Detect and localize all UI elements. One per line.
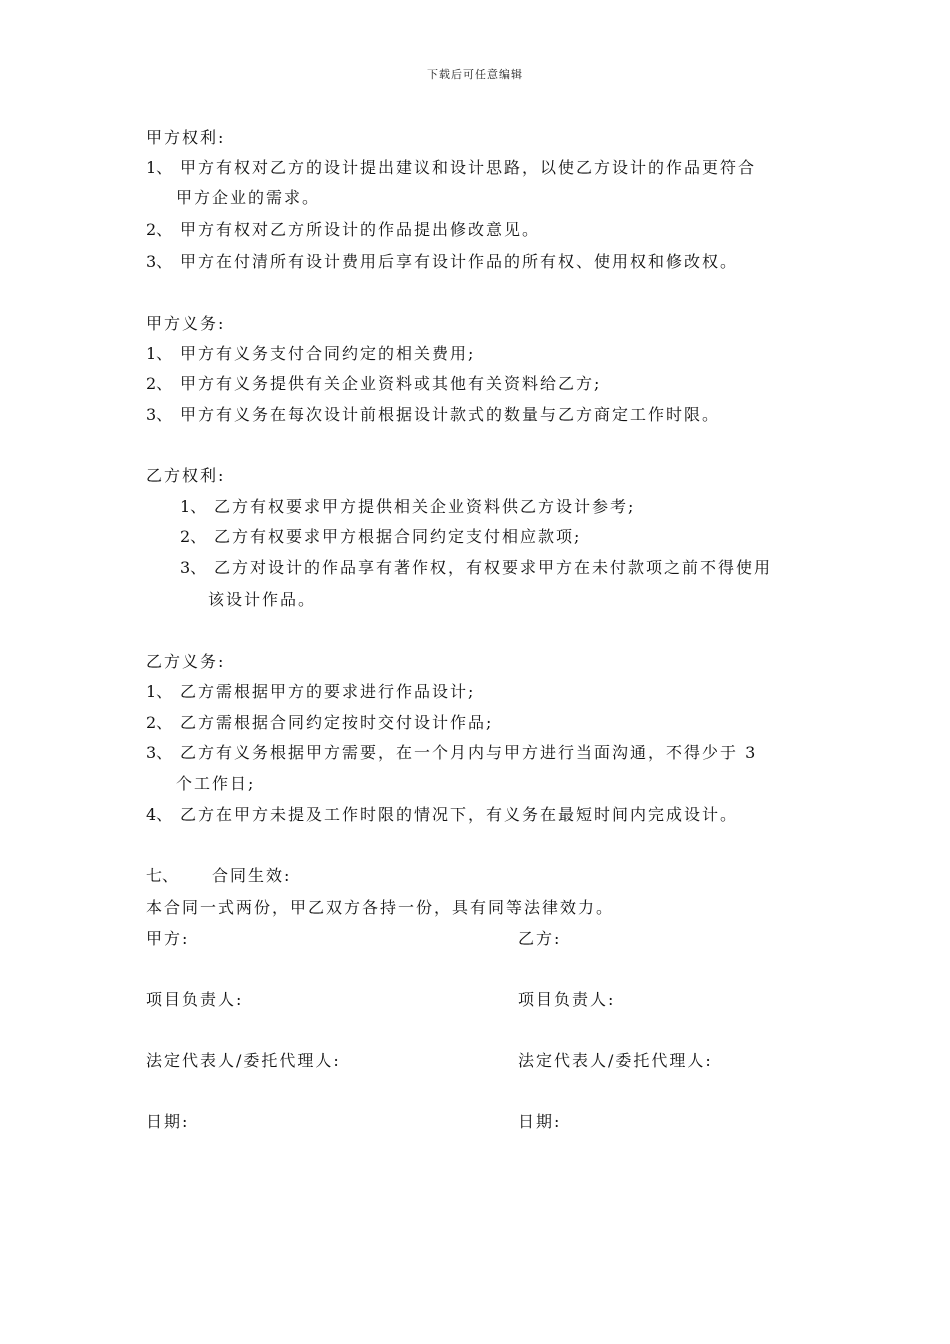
date-b-label: 日期: — [518, 1112, 562, 1131]
list-item — [146, 805, 738, 825]
item-number: 4、 — [146, 805, 173, 824]
list-item — [180, 527, 581, 547]
representative-a-label: 法定代表人/委托代理人: — [146, 1051, 341, 1070]
item-number: 2、 — [180, 527, 207, 546]
item-number: 2、 — [146, 713, 173, 732]
item-number: 3、 — [180, 558, 207, 577]
list-item — [146, 158, 756, 178]
list-item — [146, 220, 540, 240]
item-text: 乙方对设计的作品享有著作权，有权要求甲方在未付款项之前不得使用 — [214, 558, 773, 577]
item-number: 3、 — [146, 252, 173, 271]
list-item — [146, 405, 720, 425]
item-number: 3、 — [146, 405, 173, 424]
manager-b-label: 项目负责人: — [518, 990, 616, 1009]
item-text: 甲方有权对乙方的设计提出建议和设计思路，以使乙方设计的作品更符合 — [180, 158, 757, 177]
item-text: 乙方需根据合同约定按时交付设计作品; — [180, 713, 494, 732]
item-text: 甲方有义务在每次设计前根据设计款式的数量与乙方商定工作时限。 — [180, 405, 721, 424]
list-item — [146, 344, 475, 364]
item-text: 乙方有权要求甲方根据合同约定支付相应款项; — [214, 527, 582, 546]
list-item — [180, 558, 772, 578]
item-number: 1、 — [146, 158, 173, 177]
item-text: 甲方有义务支付合同约定的相关费用; — [180, 344, 476, 363]
item-text: 甲方有义务提供有关企业资料或其他有关资料给乙方; — [180, 374, 602, 393]
item-number: 2、 — [146, 374, 173, 393]
section-title-effect: 合同生效: — [212, 866, 292, 885]
manager-a-label: 项目负责人: — [146, 990, 244, 1009]
list-item — [146, 743, 757, 763]
party-a-label: 甲方: — [146, 929, 190, 948]
effect-clause: 本合同一式两份，甲乙双方各持一份，具有同等法律效力。 — [146, 898, 615, 917]
item-continuation: 个工作日; — [176, 774, 256, 793]
item-text: 乙方有义务根据甲方需要，在一个月内与甲方进行当面沟通，不得少于 3 — [180, 743, 758, 762]
section-title-yi-duties: 乙方义务: — [146, 652, 226, 671]
list-item — [146, 713, 493, 733]
item-number: 1、 — [146, 682, 173, 701]
list-item — [180, 497, 635, 517]
item-continuation: 该设计作品。 — [208, 590, 317, 609]
item-number: 1、 — [180, 497, 207, 516]
page-header: 下载后可任意编辑 — [427, 68, 523, 81]
section-heading-effect — [146, 866, 291, 886]
item-text: 乙方需根据甲方的要求进行作品设计; — [180, 682, 476, 701]
item-number: 1、 — [146, 344, 173, 363]
section-title-yi-rights: 乙方权利: — [146, 466, 226, 485]
section-title-jia-rights: 甲方权利: — [146, 128, 226, 147]
party-b-label: 乙方: — [518, 929, 562, 948]
item-text: 乙方在甲方未提及工作时限的情况下，有义务在最短时间内完成设计。 — [180, 805, 739, 824]
section-number: 七、 — [146, 866, 179, 885]
item-text: 甲方在付清所有设计费用后享有设计作品的所有权、使用权和修改权。 — [180, 252, 739, 271]
item-text: 甲方有权对乙方所设计的作品提出修改意见。 — [180, 220, 541, 239]
list-item — [146, 252, 738, 272]
item-continuation: 甲方企业的需求。 — [176, 188, 321, 207]
list-item — [146, 374, 601, 394]
item-number: 2、 — [146, 220, 173, 239]
date-a-label: 日期: — [146, 1112, 190, 1131]
list-item — [146, 682, 475, 702]
item-number: 3、 — [146, 743, 173, 762]
representative-b-label: 法定代表人/委托代理人: — [518, 1051, 713, 1070]
item-text: 乙方有权要求甲方提供相关企业资料供乙方设计参考; — [214, 497, 636, 516]
section-title-jia-duties: 甲方义务: — [146, 314, 226, 333]
